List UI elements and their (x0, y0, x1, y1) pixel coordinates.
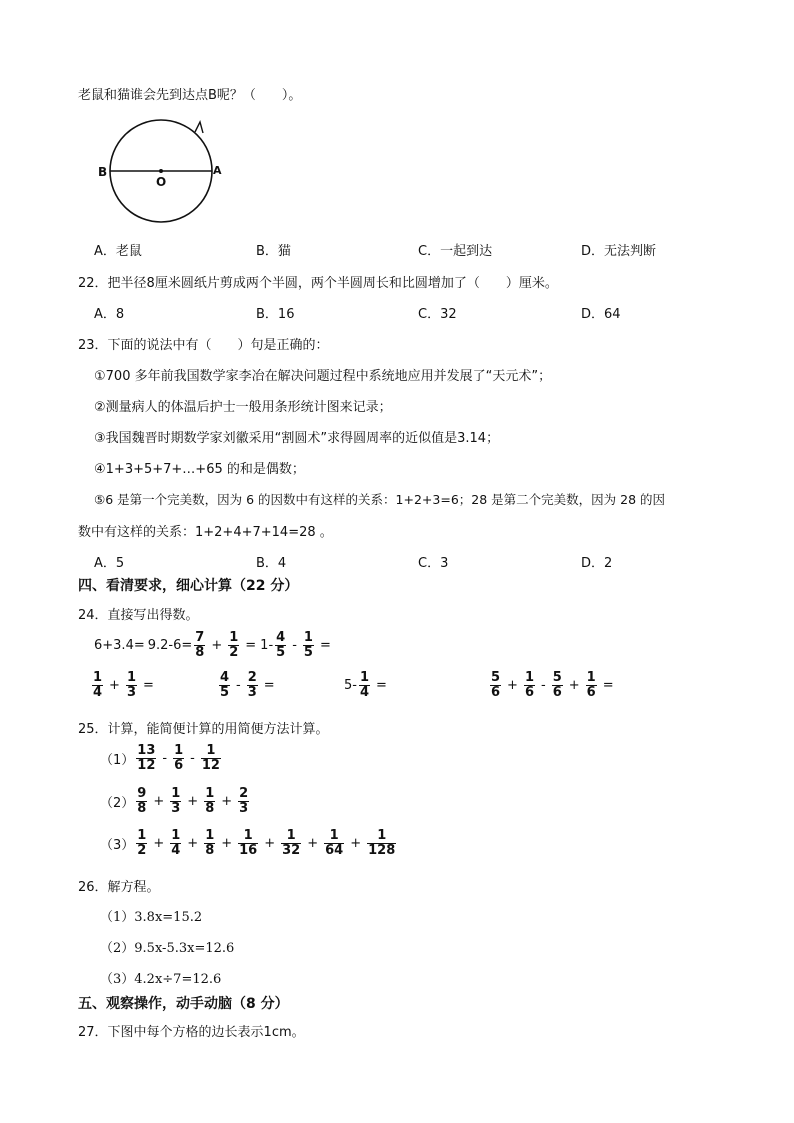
q24-expr-5: $\frac{4}{5}$ - $\frac{2}{3}$ = (220, 670, 275, 700)
q24-stem: 24．直接写出得数。 (78, 608, 199, 623)
label-o: O (156, 175, 167, 189)
q21-option-b[interactable]: B．猫 (256, 244, 291, 259)
q23-item-2: ②测量病人的体温后护士一般用条形统计图来记录； (94, 400, 392, 415)
fraction: $\frac{7}{8}$ (195, 630, 205, 660)
q24-expr-3: 1- (260, 637, 274, 653)
q22-option-d[interactable]: D．64 (581, 307, 621, 322)
q21-option-a[interactable]: A．老鼠 (94, 244, 142, 259)
q22-stem: 22．把半径8厘米圆纸片剪成两个半圆，两个半圆周长和比圆增加了（ ）厘米。 (78, 276, 558, 291)
fraction: $\frac{1}{2}$ (229, 630, 239, 660)
q23-item-1: ①700 多年前我国数学家李冶在解决问题过程中系统地应用并发展了“天元术”； (94, 369, 552, 384)
q23-option-d[interactable]: D．2 (581, 556, 613, 571)
q24-expr-7: $\frac{5}{6}$ + $\frac{1}{6}$ - $\frac{5}{6}$ + $\frac{1}{6}$ = (491, 670, 614, 700)
q22-option-b[interactable]: B．16 (256, 307, 295, 322)
q22-option-c[interactable]: C．32 (418, 307, 457, 322)
q25-expr-2: （2） $\frac{9}{8}$ + $\frac{1}{3}$ + $\frac{1}{8}$ + $\frac{2}{3}$ (100, 786, 249, 816)
q23-option-a[interactable]: A．5 (94, 556, 125, 571)
q22-option-a[interactable]: A．8 (94, 307, 125, 322)
q23-item-5: ⑤6 是第一个完美数，因为 6 的因数中有这样的关系：1+2+3=6；28 是第二个完美数，因为 28 的因 (94, 492, 665, 507)
q21-stem: 老鼠和猫谁会先到达点B呢？（ ）。 (78, 88, 302, 103)
q25-expr-1: （1） $\frac{13}{12}$ - $\frac{1}{6}$ - $\frac{1}{12}$ (100, 743, 220, 773)
q23-option-c[interactable]: C．3 (418, 556, 449, 571)
q27-stem: 27．下图中每个方格的边长表示1cm。 (78, 1025, 305, 1040)
q26-item-3: （3）4.2x÷7=12.6 (100, 972, 222, 987)
q24-expr-2: 9.2-6= (147, 637, 193, 653)
fraction: $\frac{1}{5}$ (303, 630, 313, 660)
q26-item-2: （2）9.5x-5.3x=12.6 (100, 941, 235, 956)
q23-option-b[interactable]: B．4 (256, 556, 287, 571)
q24-row-1: 6+3.4= 9.2-6= $\frac{7}{8}$ + $\frac{1}{2}$ = 1- $\frac{4}{5}$ - $\frac{1}{5}$ = (94, 630, 331, 660)
q24-expr-4: $\frac{1}{4}$ + $\frac{1}{3}$ = (93, 670, 154, 700)
fraction: $\frac{4}{5}$ (276, 630, 286, 660)
label-b: B (98, 165, 108, 179)
q25-expr-3: （3） $\frac{1}{2}$ + $\frac{1}{4}$ + $\frac{1}{8}$ + $\frac{1}{16}$ + $\frac{1}{32}$ + $\frac{1}{64}$ + $\frac{1}{128}$ (100, 828, 396, 858)
q24-expr-1: 6+3.4= (94, 637, 145, 653)
q21-option-c[interactable]: C．一起到达 (418, 244, 493, 259)
q23-stem: 23．下面的说法中有（ ）句是正确的： (78, 338, 329, 353)
section-4-title: 四、看清要求，细心计算（22 分） (78, 578, 299, 594)
q21-option-d[interactable]: D．无法判断 (581, 244, 657, 259)
label-a: A (213, 164, 222, 177)
section-5-title: 五、观察操作，动手动脑（8 分） (78, 996, 289, 1012)
circle-diagram (92, 116, 232, 226)
q25-stem: 25．计算，能简便计算的用简便方法计算。 (78, 722, 329, 737)
q26-stem: 26．解方程。 (78, 880, 160, 895)
q23-item-3: ③我国魏晋时期数学家刘徽采用“割圆术”求得圆周率的近似值是3.14； (94, 431, 500, 446)
q23-item-4: ④1+3+5+7+…+65 的和是偶数； (94, 462, 305, 477)
q26-item-1: （1）3.8x=15.2 (100, 910, 203, 925)
q23-item-5-cont: 数中有这样的关系：1+2+4+7+14=28 。 (78, 525, 333, 540)
q24-expr-6: 5- $\frac{1}{4}$ = (344, 670, 387, 700)
